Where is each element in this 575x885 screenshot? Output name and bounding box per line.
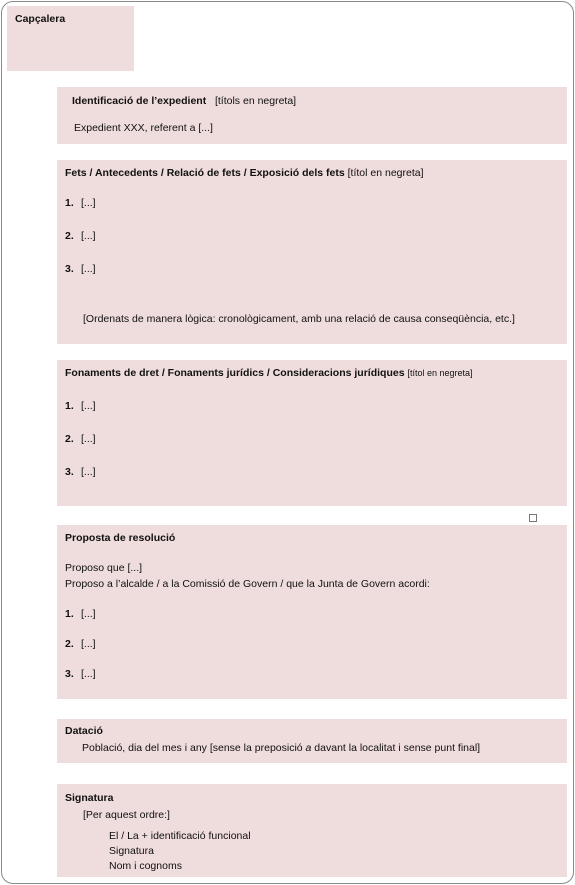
- proposta-line2: Proposo a l’alcalde / a la Comissió de Govern / que la Junta de Govern acordi:: [65, 578, 430, 590]
- signatura-line2: El / La + identificació funcional: [109, 830, 251, 842]
- header-label: Capçalera: [15, 13, 66, 25]
- list-item: 3. [...]: [65, 263, 96, 275]
- datacio-text: Població, dia del mes i any [sense la preposició a davant la localitat i sense punt final]: [82, 742, 481, 754]
- proposta-line1: Proposo que [...]: [65, 562, 143, 574]
- checkbox-icon[interactable]: [529, 514, 537, 522]
- fonaments-section: [57, 360, 567, 506]
- list-item: 1. [...]: [65, 197, 96, 209]
- signatura-line4: Nom i cognoms: [109, 860, 182, 872]
- signatura-section: [57, 784, 567, 877]
- datacio-section: [57, 719, 567, 763]
- fets-section: [57, 160, 567, 344]
- signatura-title: Signatura: [65, 792, 114, 804]
- list-item: 1. [...]: [65, 400, 96, 412]
- identificacio-section: [57, 87, 567, 144]
- header-box: [7, 6, 134, 71]
- identificacio-title: Identificació de l’expedient: [72, 95, 207, 107]
- proposta-section: [57, 525, 567, 699]
- identificacio-text: Expedient XXX, referent a [...]: [74, 122, 213, 134]
- datacio-title: Datació: [65, 725, 103, 737]
- signatura-line3: Signatura: [109, 845, 154, 857]
- list-item: 3. [...]: [65, 668, 96, 680]
- fets-title: Fets / Antecedents / Relació de fets / Exposició dels fets: [65, 167, 345, 179]
- list-item: 1. [...]: [65, 608, 96, 620]
- signatura-line1: [Per aquest ordre:]: [83, 809, 170, 821]
- fonaments-note: [títol en negreta]: [407, 368, 473, 378]
- list-item: 3. [...]: [65, 466, 96, 478]
- fonaments-title: Fonaments de dret / Fonaments jurídics / Consideracions jurídiques: [65, 367, 405, 379]
- list-item: 2. [...]: [65, 433, 96, 445]
- list-item: 2. [...]: [65, 638, 96, 650]
- list-item: 2. [...]: [65, 230, 96, 242]
- fets-footnote: [Ordenats de manera lògica: cronològicament, amb una relació de causa conseqüència, etc.]: [83, 313, 515, 325]
- identificacio-note: [títols en negreta]: [214, 95, 297, 107]
- proposta-title: Proposta de resolució: [65, 532, 176, 544]
- fets-note: [títol en negreta]: [347, 167, 424, 179]
